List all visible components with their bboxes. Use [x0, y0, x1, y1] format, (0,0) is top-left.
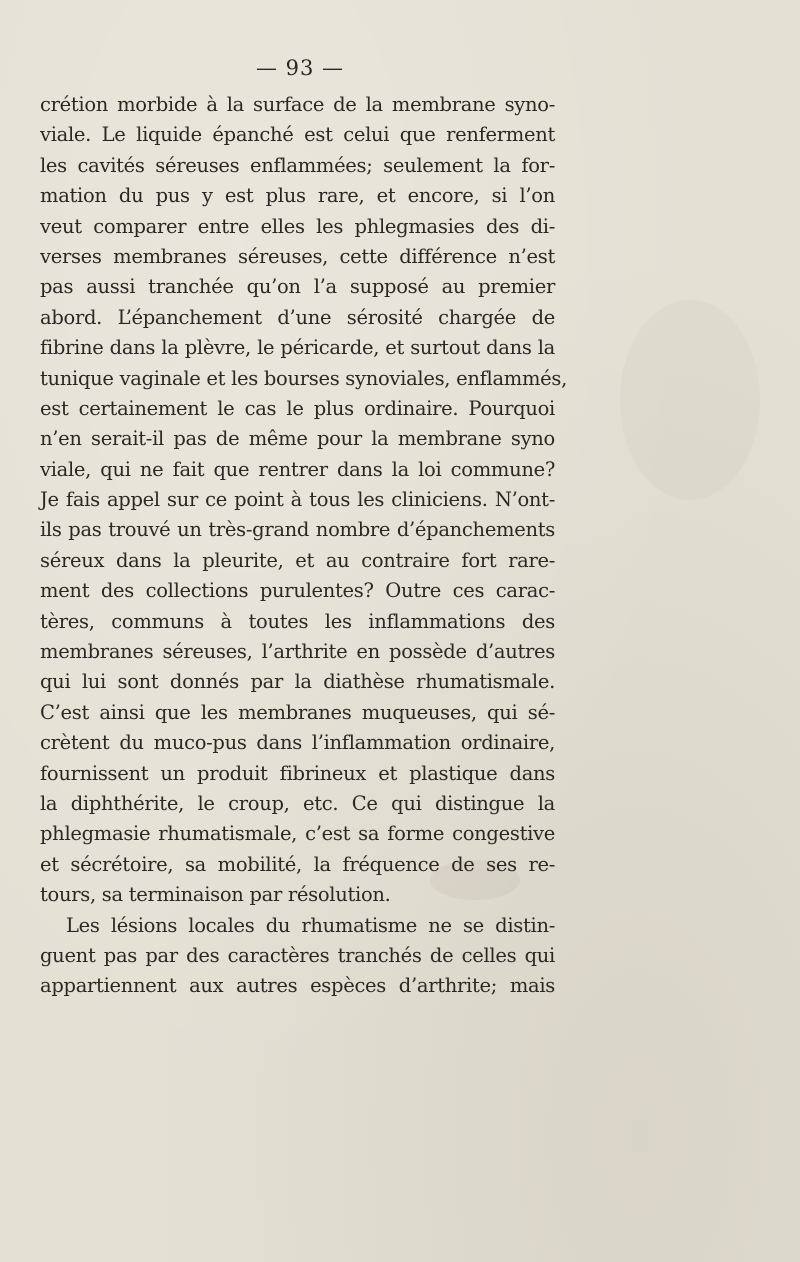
text-line: les cavités séreuses enflammées; seulement la for- [40, 153, 555, 177]
text-line: mation du pus y est plus rare, et encore, si l’on [40, 184, 555, 208]
paragraph [40, 911, 555, 1002]
text-line: n’en serait-il pas de même pour la membrane syno [40, 427, 555, 451]
text-line: phlegmasie rhumatismale, c’est sa forme congestive [40, 822, 555, 846]
text-line: viale, qui ne fait que rentrer dans la loi commune? [40, 457, 555, 481]
text-line: verses membranes séreuses, cette différence n’est [40, 244, 555, 268]
page-number: — 93 — [255, 56, 345, 80]
text-line: qui lui sont donnés par la diathèse rhumatismale. [40, 670, 555, 694]
text-line: ils pas trouvé un très-grand nombre d’épanchements [40, 518, 555, 542]
text-line: fournissent un produit fibrineux et plastique dans [40, 761, 555, 785]
text-line: viale. Le liquide épanché est celui que renferment [40, 123, 555, 147]
text-line: Les lésions locales du rhumatisme ne se distin- [66, 913, 555, 937]
text-line: abord. L’épanchement d’une sérosité chargée de [40, 305, 555, 329]
text-line: membranes séreuses, l’arthrite en possède d’autres [40, 640, 555, 664]
paper-stain [620, 300, 760, 500]
text-line: tunique vaginale et les bourses synoviales, enflammés, [40, 366, 567, 390]
text-line: veut comparer entre elles les phlegmasies des di- [40, 214, 555, 238]
text-line: ment des collections purulentes? Outre ces carac- [40, 579, 555, 603]
text-line: la diphthérite, le croup, etc. Ce qui distingue la [40, 791, 555, 815]
text-line: fibrine dans la plèvre, le péricarde, et surtout dans la [40, 336, 555, 360]
text-line: et sécrétoire, sa mobilité, la fréquence de ses re- [40, 852, 555, 876]
paragraph [40, 90, 567, 911]
text-line: guent pas par des caractères tranchés de celles qui [40, 943, 555, 967]
text-line: appartiennent aux autres espèces d’arthrite; mais [40, 974, 555, 998]
text-line: est certainement le cas le plus ordinaire. Pourquoi [40, 396, 555, 420]
text-line: tères, communs à toutes les inflammations des [40, 609, 555, 633]
text-line: crètent du muco-pus dans l’inflammation ordinaire, [40, 731, 555, 755]
text-line: tours, sa terminaison par résolution. [40, 883, 391, 907]
text-line: crétion morbide à la surface de la membrane syno- [40, 93, 555, 116]
text-line: séreux dans la pleurite, et au contraire fort rare- [40, 548, 555, 572]
text-line: C’est ainsi que les membranes muqueuses, qui sé- [40, 700, 555, 724]
body-text [40, 90, 567, 1002]
text-line: pas aussi tranchée qu’on l’a supposé au premier [40, 275, 555, 299]
text-line: Je fais appel sur ce point à tous les cliniciens. N’ont- [40, 488, 555, 512]
